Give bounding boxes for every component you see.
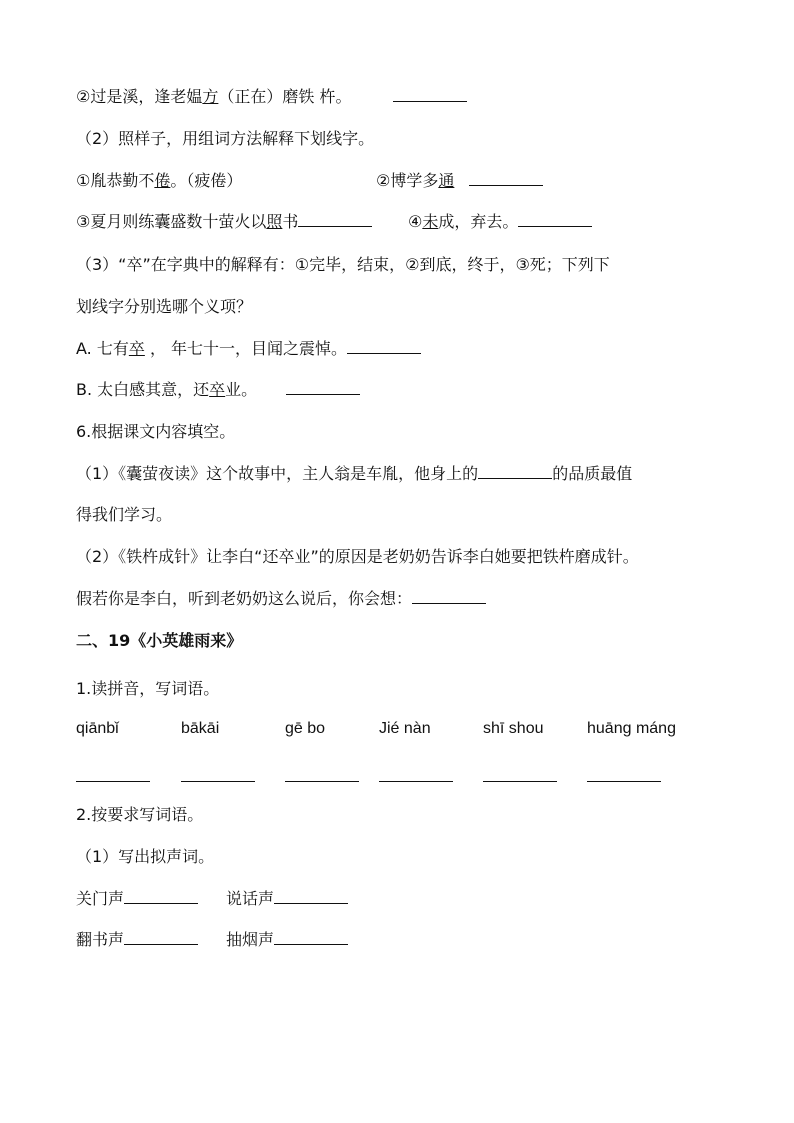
option-text: 业。 (225, 380, 258, 399)
option-text: ， 年七十一，目闻之震悼。 (144, 339, 348, 358)
word-blank-5[interactable] (483, 767, 557, 782)
answer-blank[interactable] (412, 589, 486, 604)
pinyin-5: shī shou (483, 720, 544, 737)
q6-title: 6.根据课文内容填空。 (76, 422, 236, 441)
pinyin-4: Jié nàn (379, 720, 431, 737)
sentence-text: 的品质最值 (552, 464, 633, 483)
answer-blank[interactable] (124, 930, 198, 945)
pinyin-1: qiānbǐ (76, 720, 119, 737)
q5-item-2b-line (376, 170, 543, 192)
q6-p2-line1: （2）《铁杵成针》让李白“还卒业”的原因是老奶奶告诉李白她要把铁杵磨成针。 (76, 547, 639, 566)
q5-item-3-line (76, 211, 372, 233)
word-blank-6[interactable] (587, 767, 661, 782)
q5-sub2-heading: （2）照样子，用组词方法解释下划线字。 (76, 129, 375, 148)
q6-p1-line2: 得我们学习。 (76, 505, 173, 524)
sentence-text: 夏月则练囊盛数十萤火以 (90, 212, 267, 231)
prompt-word: 说话声 (226, 889, 275, 908)
sentence-text: （正在）磨铁 杵。 (218, 87, 352, 106)
q2-sub1: （1）写出拟声词。 (76, 847, 215, 866)
underlined-char: 卒 (128, 339, 145, 358)
onomatopoeia-row-2b (226, 929, 348, 951)
option-b-line (76, 379, 360, 401)
underlined-char: 卒 (209, 380, 226, 399)
underlined-char: 倦 (154, 171, 171, 190)
answer-blank[interactable] (518, 212, 592, 227)
circled-number: ① (76, 171, 91, 190)
q6-p1-line1 (76, 463, 632, 485)
sentence-text: 书 (282, 212, 299, 231)
prompt-word: 关门声 (76, 889, 125, 908)
word-blank-4[interactable] (379, 767, 453, 782)
sentence-text: 假若你是李白，听到老奶奶这么说后，你会想： (76, 589, 413, 608)
answer-blank[interactable] (393, 87, 467, 102)
word-blank-3[interactable] (285, 767, 359, 782)
section-heading: 二、19《小英雄雨来》 (76, 631, 243, 650)
sentence-text: （1）《囊萤夜读》这个故事中，主人翁是车胤，他身上的 (76, 464, 479, 483)
answer-blank[interactable] (286, 380, 360, 395)
answer-blank[interactable] (298, 212, 372, 227)
circled-number: ④ (408, 212, 423, 231)
answer-blank[interactable] (274, 930, 348, 945)
option-a-line (76, 338, 421, 360)
answer-blank[interactable] (469, 171, 543, 186)
q5-item-2-line (76, 86, 467, 108)
sentence-text: 博学多 (390, 171, 439, 190)
onomatopoeia-row-1b (226, 888, 348, 910)
sentence-text: 过是溪，逢老媪 (90, 87, 203, 106)
option-text: A. 七有 (76, 339, 129, 358)
word-blank-1[interactable] (76, 767, 150, 782)
q5-item-1-line (76, 170, 242, 192)
prompt-word: 翻书声 (76, 930, 125, 949)
underlined-char: 方 (202, 87, 219, 106)
answer-blank[interactable] (347, 339, 421, 354)
q2-title: 2.按要求写词语。 (76, 805, 204, 824)
sentence-text: 。（疲倦） (170, 171, 243, 190)
answer-blank[interactable] (478, 464, 552, 479)
pinyin-6: huāng máng (587, 720, 676, 737)
onomatopoeia-row-1 (76, 888, 198, 910)
option-text: B. 太白感其意，还 (76, 380, 210, 399)
pinyin-3: gē bo (285, 720, 326, 737)
pinyin-2: bākāi (181, 720, 220, 737)
circled-number: ② (376, 171, 391, 190)
underlined-char: 未 (422, 212, 439, 231)
underlined-char: 照 (266, 212, 283, 231)
q5-sub3-line1: （3）“卒”在字典中的解释有：①完毕，结束，②到底，终于，③死；下列下 (76, 255, 610, 274)
q1-title: 1.读拼音，写词语。 (76, 679, 220, 698)
q6-p2-line2 (76, 588, 486, 610)
q5-sub3-line2: 划线字分别选哪个义项？ (76, 297, 253, 316)
q5-item-4-line (408, 211, 592, 233)
answer-blank[interactable] (274, 889, 348, 904)
word-blank-2[interactable] (181, 767, 255, 782)
prompt-word: 抽烟声 (226, 930, 275, 949)
circled-number: ③ (76, 212, 91, 231)
onomatopoeia-row-2 (76, 929, 198, 951)
sentence-text: 成，弃去。 (438, 212, 519, 231)
answer-blank[interactable] (124, 889, 198, 904)
circled-number: ② (76, 87, 91, 106)
sentence-text: 胤恭勤不 (90, 171, 155, 190)
underlined-char: 通 (438, 171, 455, 190)
